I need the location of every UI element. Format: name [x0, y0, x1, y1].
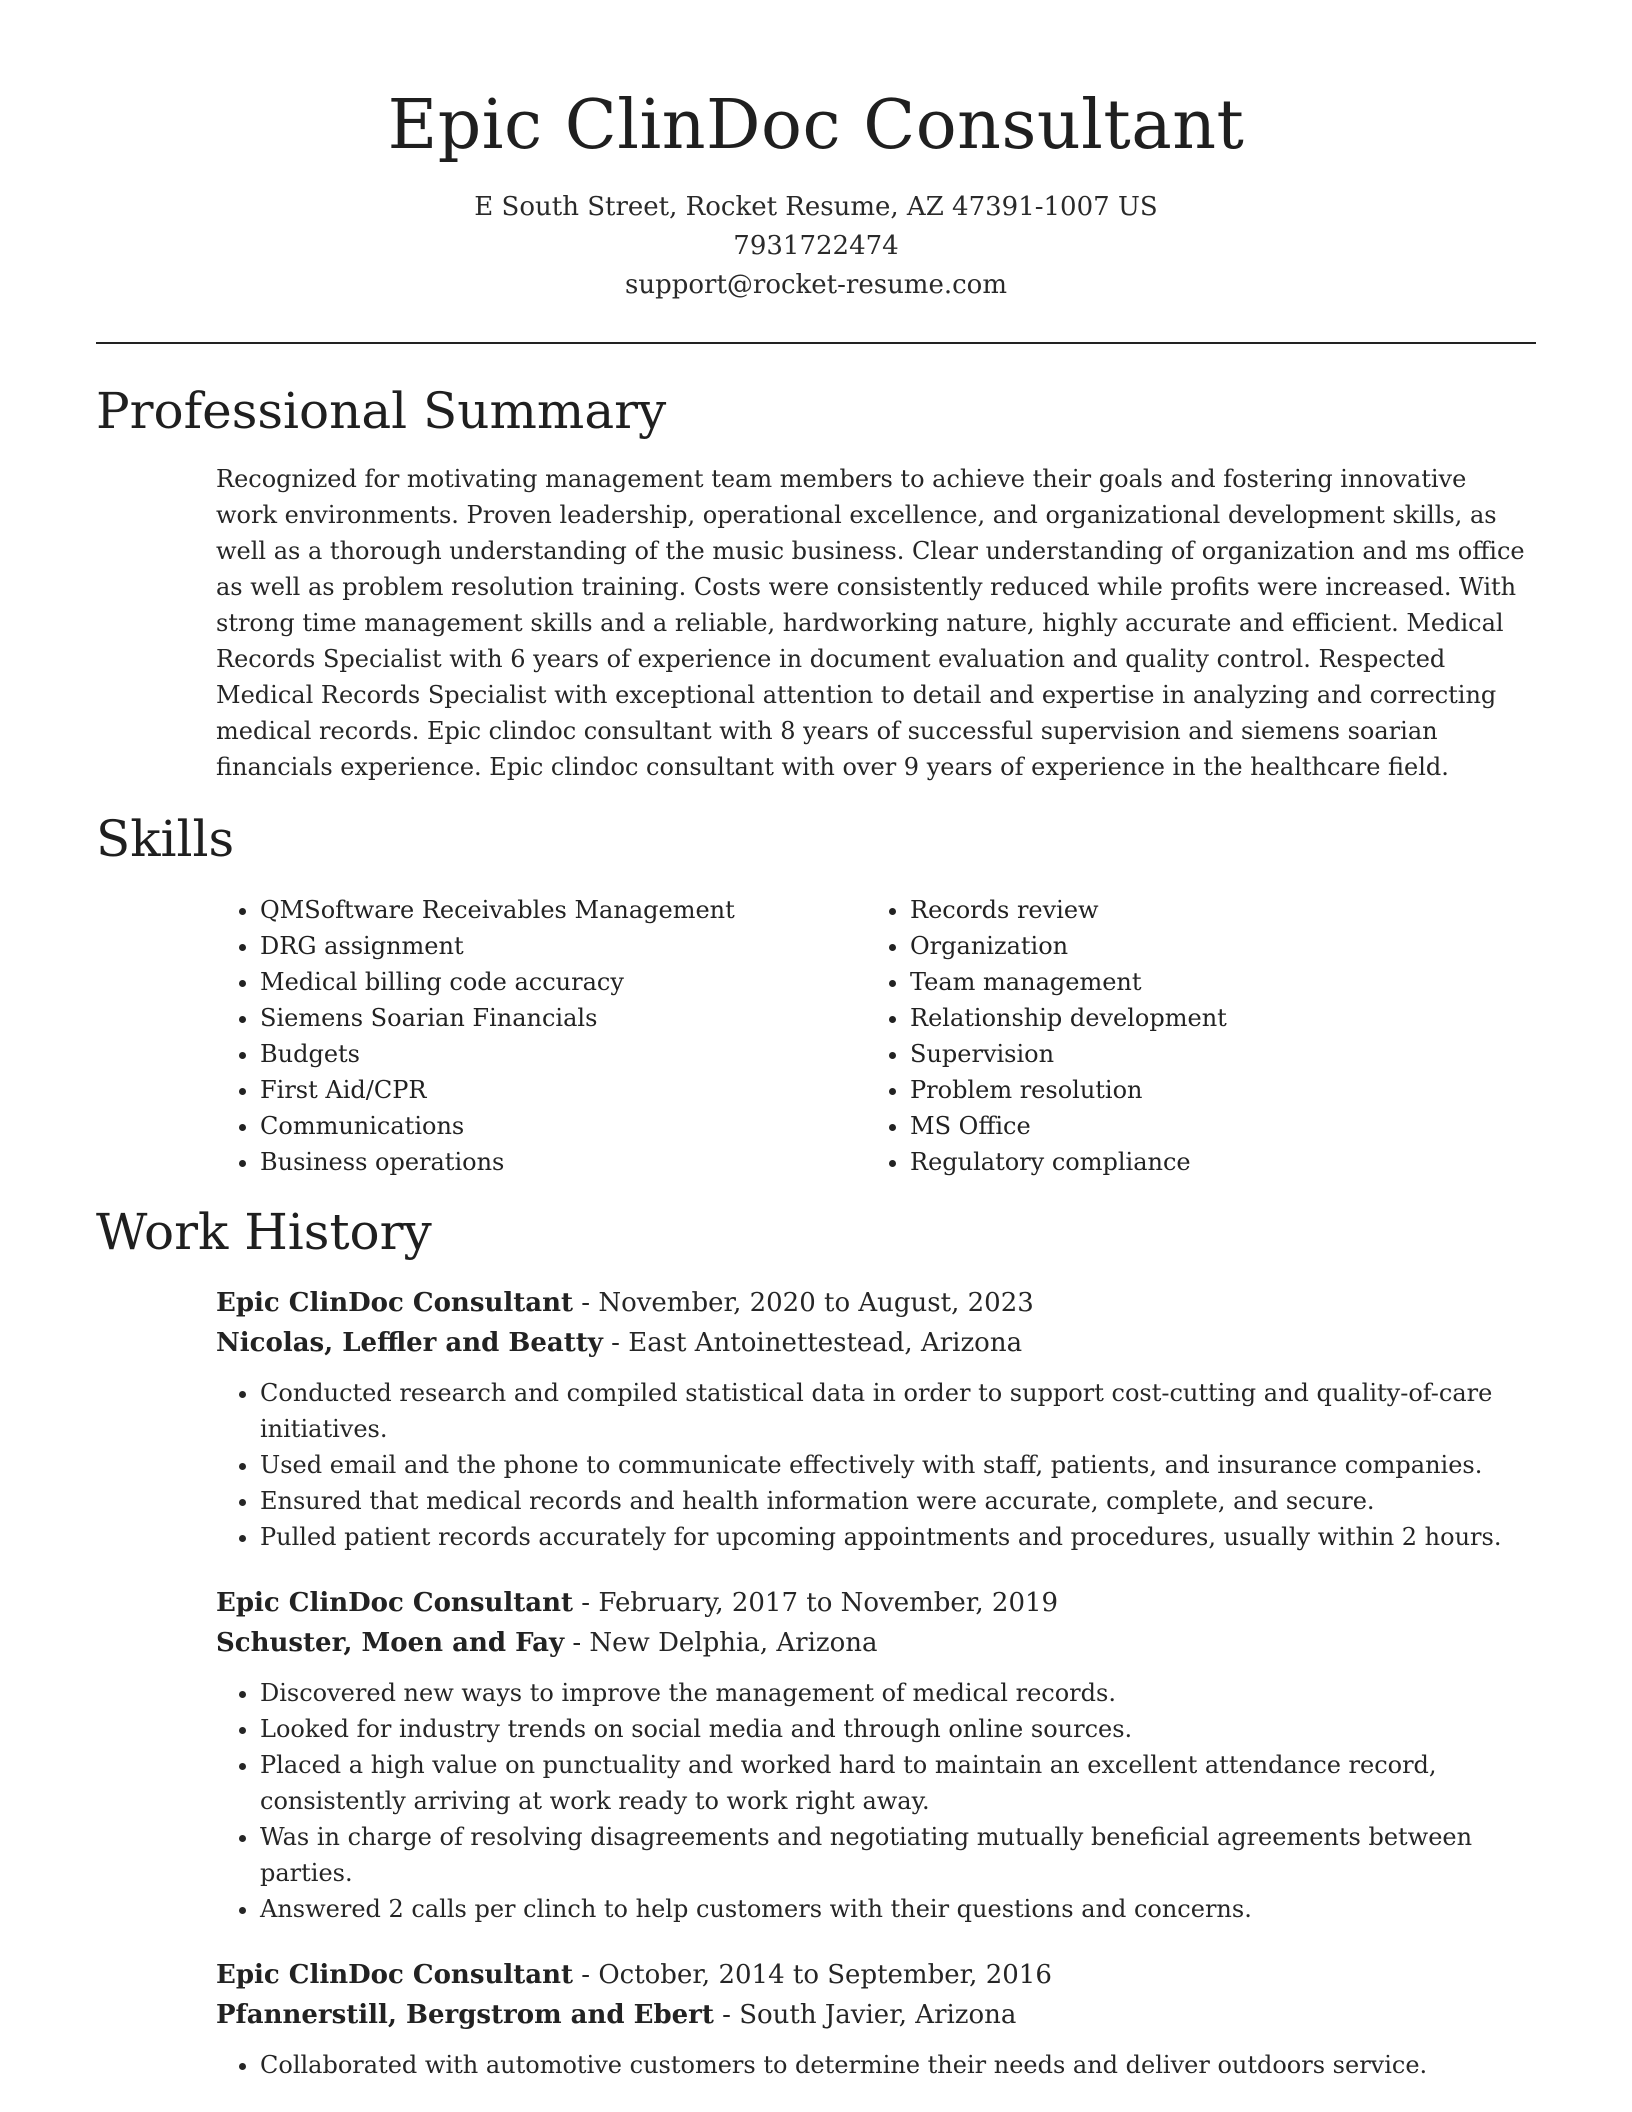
job-entry [216, 1955, 1526, 2083]
skill-item: • QMSoftware Receivables Management [260, 892, 866, 928]
skills-list [216, 892, 1516, 1180]
work-history [216, 1283, 1526, 2111]
job-company: Pfannerstill, Bergstrom and Ebert [216, 2000, 714, 2030]
phone-number: 7931722474 [733, 231, 899, 261]
skill-item: • Problem resolution [910, 1072, 1510, 1108]
job-employer-line [216, 1995, 1526, 2035]
skill-item: • Relationship development [910, 1000, 1510, 1036]
skills-column-left [216, 892, 866, 1180]
job-employer-line [216, 1623, 1526, 1663]
job-title-line [216, 1955, 1526, 1995]
job-position: Epic ClinDoc Consultant [216, 1960, 574, 1990]
responsibility-item: • Ensured that medical records and health information were accurate, complete, and secure. [260, 1483, 1526, 1519]
responsibility-item: • Collaborated with automotive customers to determine their needs and deliver outdoors service. [260, 2047, 1526, 2083]
skill-item: • Budgets [260, 1036, 866, 1072]
skill-item: • DRG assignment [260, 928, 866, 964]
skill-item: • Records review [910, 892, 1510, 928]
job-location: - East Antoinettestead, Arizona [602, 1328, 1023, 1358]
job-position: Epic ClinDoc Consultant [216, 1588, 574, 1618]
job-responsibilities [216, 2047, 1526, 2083]
job-dates: - November, 2020 to August, 2023 [573, 1288, 1034, 1318]
job-location: - South Javier, Arizona [713, 2000, 1017, 2030]
responsibility-item: • Looked for industry trends on social media and through online sources. [260, 1711, 1526, 1747]
job-responsibilities [216, 1675, 1526, 1927]
skill-item: • MS Office [910, 1108, 1510, 1144]
skill-item: • Team management [910, 964, 1510, 1000]
contact-info [0, 188, 1632, 305]
job-location: - New Delphia, Arizona [564, 1628, 878, 1658]
responsibility-item: • Answered 2 calls per clinch to help customers with their questions and concerns. [260, 1891, 1526, 1927]
responsibility-item: • Discovered new ways to improve the management of medical records. [260, 1675, 1526, 1711]
skill-item: • Communications [260, 1108, 866, 1144]
skill-item: • First Aid/CPR [260, 1072, 866, 1108]
responsibility-item: • Was in charge of resolving disagreements and negotiating mutually beneficial agreements between parties. [260, 1819, 1526, 1891]
skill-item: • Organization [910, 928, 1510, 964]
job-title-line [216, 1583, 1526, 1623]
job-employer-line [216, 1323, 1526, 1363]
responsibility-item: • Conducted research and compiled statistical data in order to support cost-cutting and quality-of-care initiatives. [260, 1375, 1526, 1447]
skill-item: • Medical billing code accuracy [260, 964, 866, 1000]
job-dates: - October, 2014 to September, 2016 [573, 1960, 1052, 1990]
skill-item: • Regulatory compliance [910, 1144, 1510, 1180]
section-title-work-history: Work History [96, 1203, 432, 1261]
section-title-skills: Skills [96, 810, 235, 868]
header-divider [96, 342, 1536, 344]
email-address: support@rocket-resume.com [624, 270, 1007, 300]
job-company: Schuster, Moen and Fay [216, 1628, 565, 1658]
skill-item: • Siemens Soarian Financials [260, 1000, 866, 1036]
summary-text: Recognized for motivating management team members to achieve their goals and fostering innovative work environments. Proven leadership, operational excellence, and organizational development skills, as well as a thorough understanding of the music business. Clear understanding of organization and ms office as well as problem resolution training. Costs were consistently reduced while profits were increased. With strong time management skills and a reliable, hardworking nature, highly accurate and efficient. Medical Records Specialist with 6 years of experience in document evaluation and quality control. Respected Medical Records Specialist with exceptional attention to detail and expertise in analyzing and correcting medical records. Epic clindoc consultant with 8 years of successful supervision and siemens soarian financials experience. Epic clindoc consultant with over 9 years of experience in the healthcare field. [216, 465, 1525, 781]
responsibility-item: • Used email and the phone to communicate effectively with staff, patients, and insurance companies. [260, 1447, 1526, 1483]
skill-item: • Supervision [910, 1036, 1510, 1072]
resume-header [0, 78, 1632, 305]
candidate-name: Epic ClinDoc Consultant [387, 86, 1245, 165]
job-position: Epic ClinDoc Consultant [216, 1288, 574, 1318]
job-entry [216, 1283, 1526, 1555]
job-dates: - February, 2017 to November, 2019 [573, 1588, 1059, 1618]
address: E South Street, Rocket Resume, AZ 47391-1007 US [474, 192, 1158, 222]
skills-column-right [866, 892, 1510, 1180]
job-company: Nicolas, Leffler and Beatty [216, 1328, 603, 1358]
responsibility-item: • Placed a high value on punctuality and worked hard to maintain an excellent attendance record, consistently arriving at work ready to work right away. [260, 1747, 1526, 1819]
section-title-summary: Professional Summary [96, 382, 667, 440]
job-entry [216, 1583, 1526, 1927]
job-title-line [216, 1283, 1526, 1323]
responsibility-item: • Pulled patient records accurately for upcoming appointments and procedures, usually within 2 hours. [260, 1519, 1526, 1555]
job-responsibilities [216, 1375, 1526, 1555]
skill-item: • Business operations [260, 1144, 866, 1180]
